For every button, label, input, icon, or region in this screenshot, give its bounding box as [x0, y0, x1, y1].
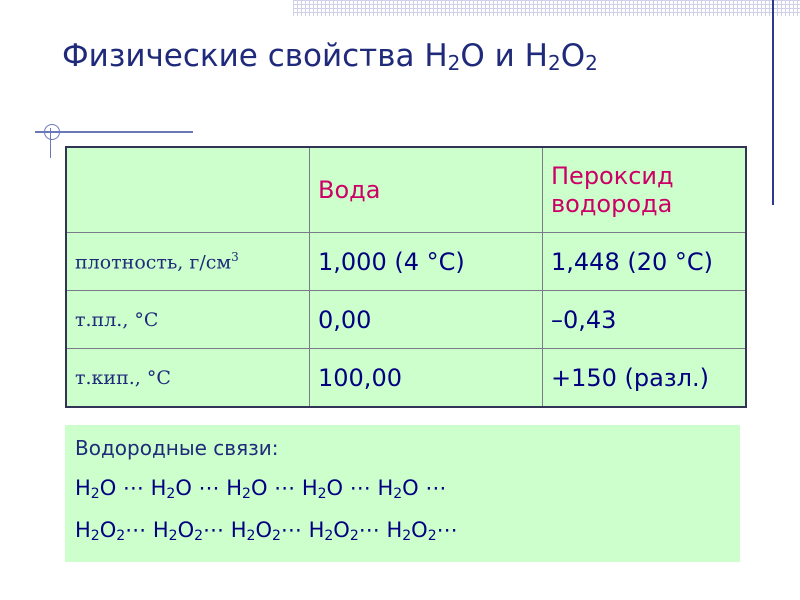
title-subscript: 2 — [547, 51, 561, 75]
formula-subscript: 2 — [349, 528, 359, 544]
formula-h: H — [152, 518, 169, 542]
row-label — [66, 349, 310, 408]
formula-subscript: 2 — [90, 528, 100, 544]
water-formula — [226, 476, 267, 500]
cell-peroxide: –0,43 — [543, 291, 747, 349]
decorative-vertical-line — [772, 0, 774, 205]
formula-subscript: 2 — [271, 528, 281, 544]
table-header-row — [66, 147, 746, 233]
header-cell-empty — [66, 147, 310, 233]
table-row — [66, 233, 746, 291]
formula-subscript: 2 — [324, 528, 334, 544]
formula-h: H — [377, 476, 394, 500]
formula-subscript: 2 — [393, 486, 403, 502]
peroxide-formula — [153, 518, 203, 542]
header-cell-water: Вода — [310, 147, 543, 233]
formula-o: O — [326, 476, 344, 500]
hbond-dots: ⋯ — [418, 476, 447, 500]
formula-h: H — [386, 518, 403, 542]
peroxide-formula — [386, 518, 436, 542]
table-row — [66, 349, 746, 408]
decorative-circle — [44, 124, 60, 140]
formula-subscript: 2 — [317, 486, 327, 502]
formula-o: O — [333, 518, 350, 542]
formula-subscript: 2 — [402, 528, 412, 544]
formula-h: H — [75, 518, 91, 542]
title-part: O — [560, 38, 586, 74]
formula-o: O — [99, 476, 117, 500]
hbond-dots: ⋯ — [343, 476, 378, 500]
cell-peroxide: +150 (разл.) — [543, 349, 747, 408]
formula-o: O — [411, 518, 428, 542]
peroxide-formula — [75, 518, 125, 542]
formula-subscript: 2 — [166, 486, 176, 502]
hydrogen-bonds-heading: Водородные связи: — [75, 436, 279, 460]
formula-subscript: 2 — [168, 528, 178, 544]
peroxide-formula — [231, 518, 281, 542]
formula-o: O — [402, 476, 419, 500]
row-label-text: т.кип., °C — [75, 366, 171, 389]
row-label — [66, 291, 310, 349]
hbond-dots: ⋯ — [280, 518, 309, 542]
peroxide-hbond-chain — [75, 509, 730, 551]
table-row — [66, 291, 746, 349]
hbond-dots: ⋯ — [116, 476, 151, 500]
formula-subscript: 2 — [242, 486, 251, 502]
formula-o: O — [250, 476, 268, 500]
formula-h: H — [150, 476, 167, 500]
cell-water: 0,00 — [310, 291, 543, 349]
hbond-dots: ⋯ — [191, 476, 227, 500]
formula-subscript: 2 — [116, 528, 126, 544]
title-part: O и H — [460, 38, 548, 74]
cell-water: 1,000 (4 °C) — [310, 233, 543, 291]
formula-subscript: 2 — [427, 528, 437, 544]
row-label — [66, 233, 310, 291]
formula-subscript: 2 — [90, 486, 100, 502]
water-formula — [151, 476, 192, 500]
cell-water: 100,00 — [310, 349, 543, 408]
formula-subscript: 2 — [246, 528, 256, 544]
hydrogen-bonds-box — [65, 425, 740, 562]
formula-o: O — [175, 476, 192, 500]
row-label-superscript: 3 — [231, 249, 239, 264]
formula-h: H — [75, 476, 91, 500]
formula-o: O — [99, 518, 117, 542]
header-cell-peroxide: Пероксид водорода — [543, 147, 747, 233]
formula-o: O — [255, 518, 272, 542]
title-subscript: 2 — [447, 51, 461, 75]
row-label-text: т.пл., °C — [75, 308, 159, 331]
title-subscript: 2 — [585, 51, 598, 75]
slide-title — [62, 38, 598, 75]
water-formula — [302, 476, 343, 500]
formula-h: H — [301, 476, 318, 500]
formula-subscript: 2 — [194, 528, 204, 544]
properties-table — [65, 146, 747, 408]
formula-h: H — [230, 518, 247, 542]
title-part: Физические свойства H — [62, 38, 448, 74]
hbond-dots: ⋯ — [267, 476, 302, 500]
water-formula — [75, 476, 116, 500]
water-formula — [377, 476, 418, 500]
formula-h: H — [226, 476, 243, 500]
formula-o: O — [177, 518, 195, 542]
decorative-grid-band — [293, 0, 800, 16]
hbond-dots: ⋯ — [203, 518, 231, 542]
water-hbond-chain — [75, 467, 730, 509]
hbond-dots: ⋯ — [358, 518, 387, 542]
row-label-text: плотность, г/см — [75, 251, 232, 274]
hbond-dots: ⋯ — [436, 518, 458, 542]
formula-h: H — [308, 518, 325, 542]
cell-peroxide: 1,448 (20 °C) — [543, 233, 747, 291]
hbond-dots: ⋯ — [125, 518, 153, 542]
peroxide-formula — [309, 518, 359, 542]
